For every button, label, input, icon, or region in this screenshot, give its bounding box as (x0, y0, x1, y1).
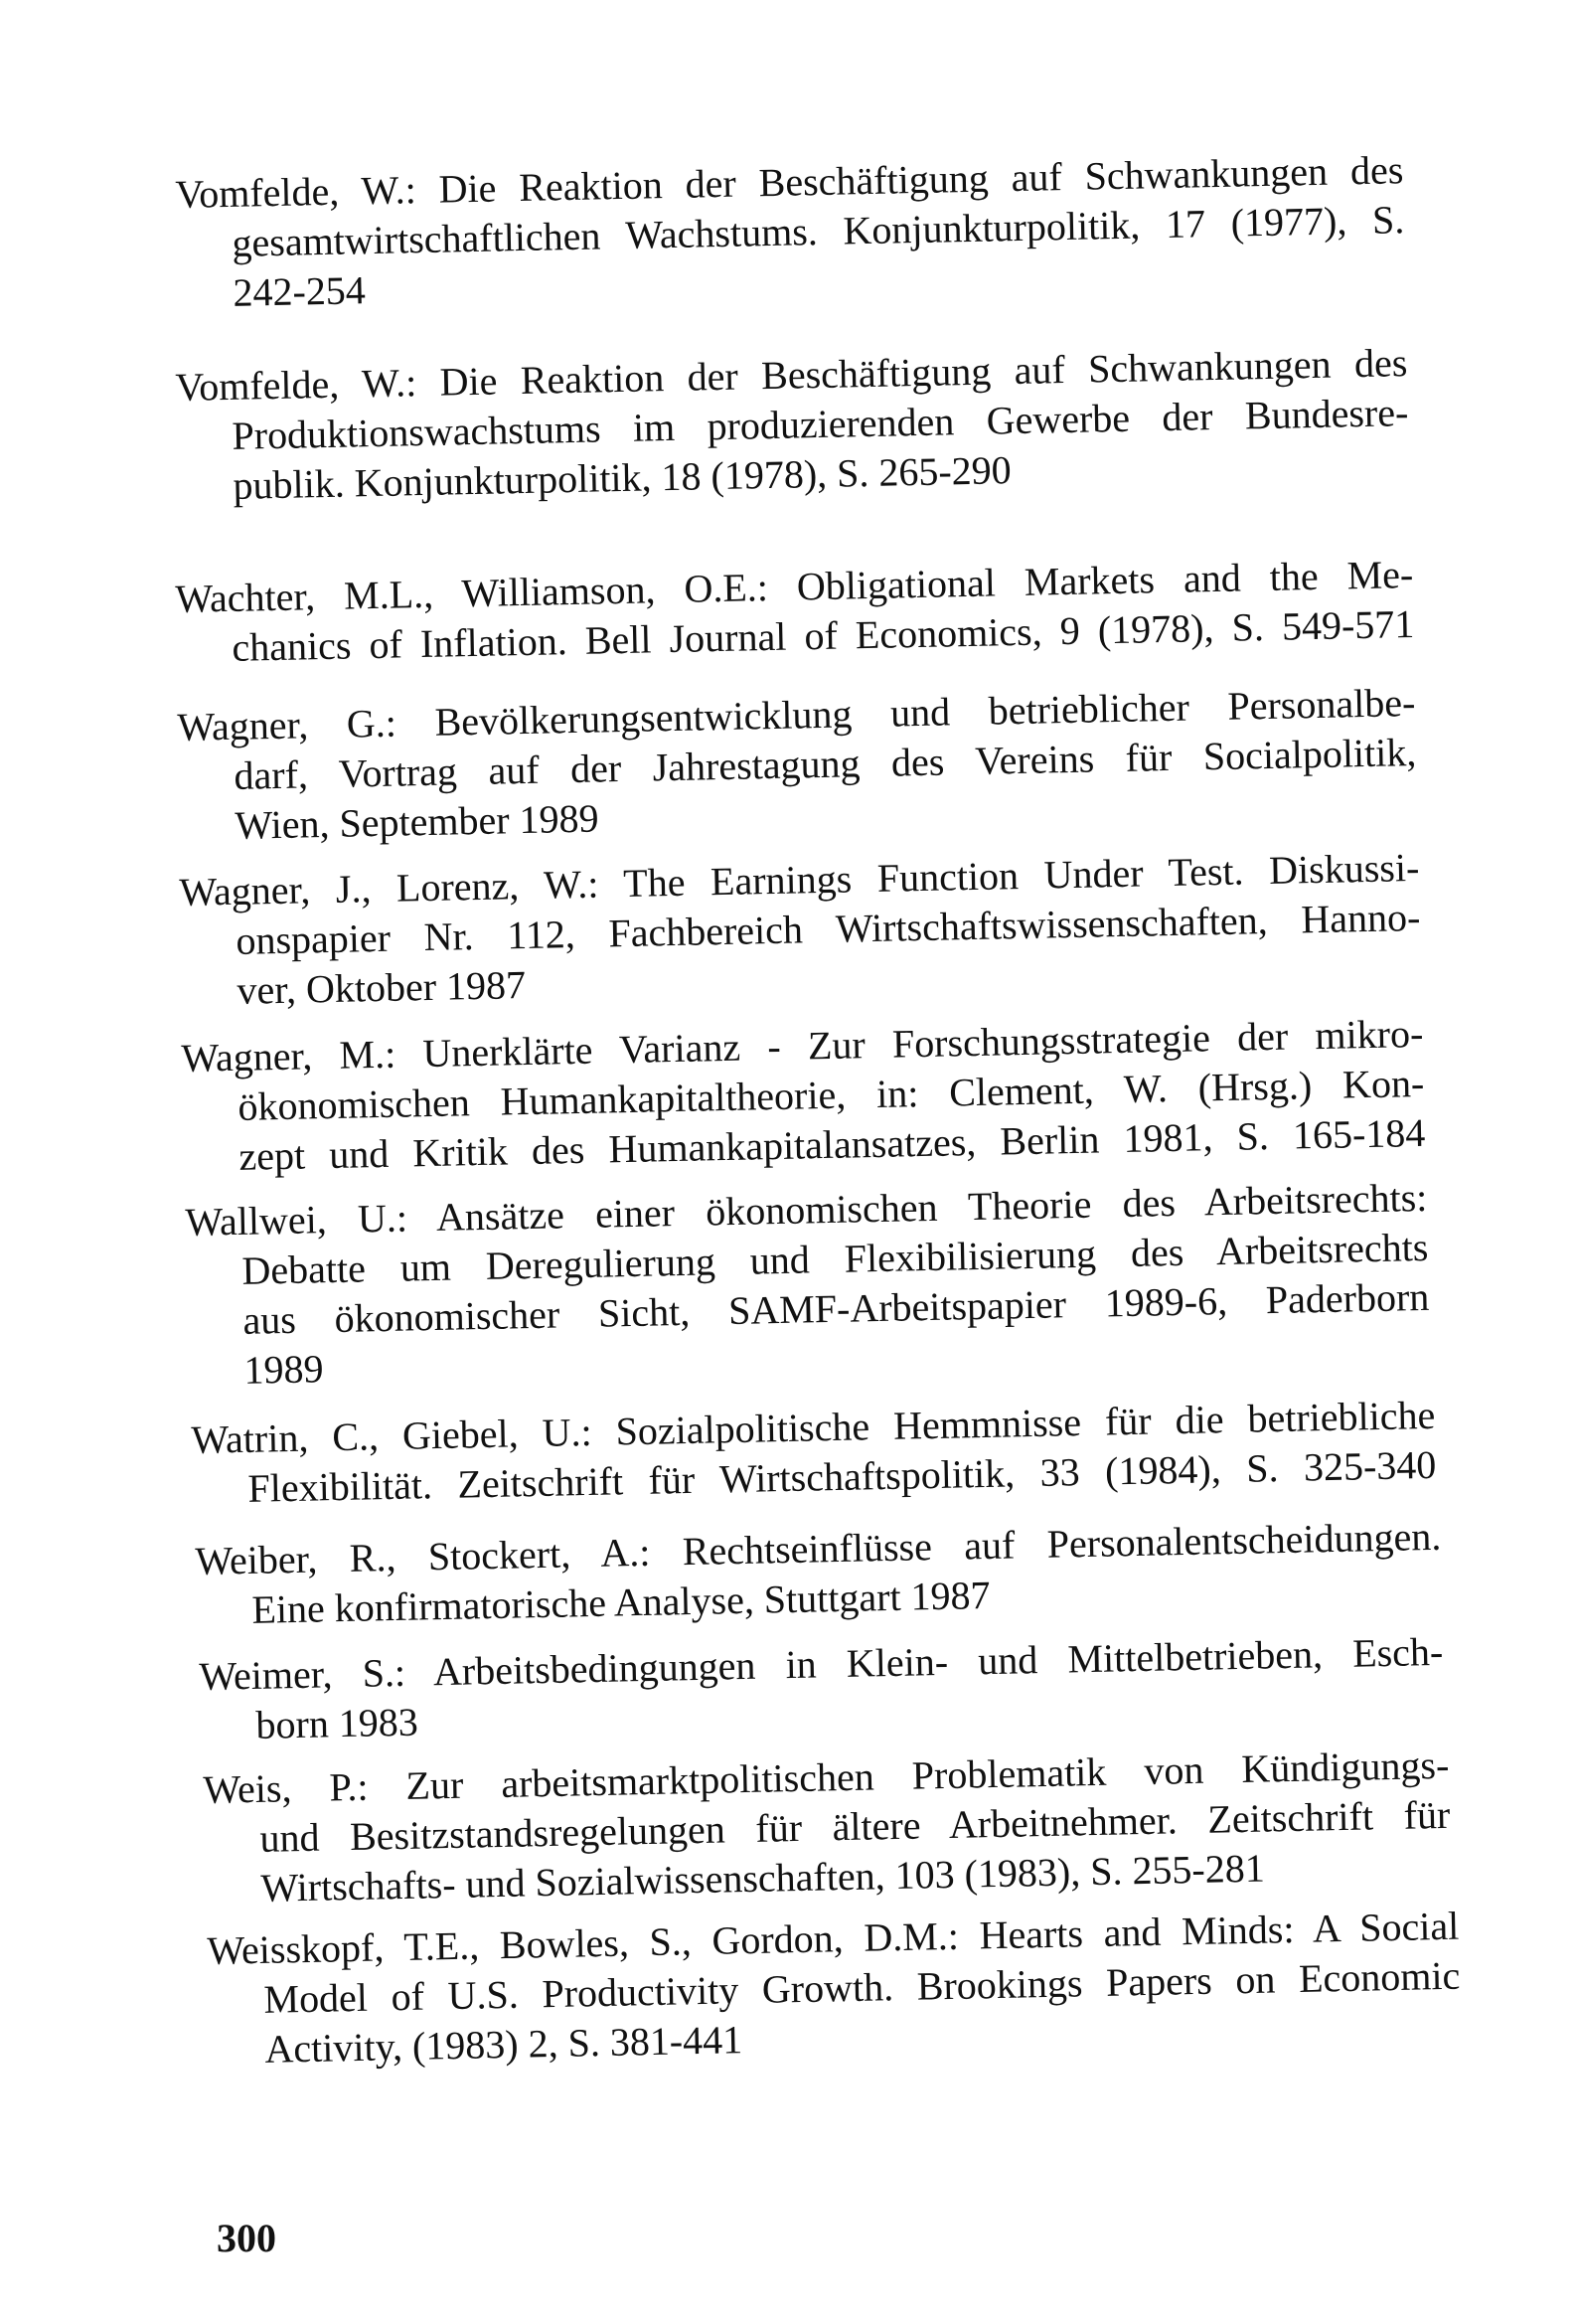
entry-line: Watrin, C., Giebel, U.: Sozialpolitische Hemmnisse für die betriebliche (191, 1392, 1436, 1462)
page-number: 300 (217, 2216, 276, 2260)
entry-line: Eine konfirmatorische Analyse, Stuttgart 1987 (251, 1572, 991, 1632)
entry-line: Vomfelde, W.: Die Reaktion der Beschäftigung auf Schwankungen des (175, 340, 1408, 410)
entry-line: Flexibilität. Zeitschrift für Wirtschaftspolitik, 33 (1984), S. 325-340 (247, 1441, 1437, 1511)
entry-line: Weis, P.: Zur arbeitsmarktpolitischen Problematik von Kündigungs- (203, 1742, 1450, 1812)
entry-line: publik. Konjunkturpolitik, 18 (1978), S. 265-290 (233, 447, 1013, 508)
entry-line: Vomfelde, W.: Die Reaktion der Beschäftigung auf Schwankungen des (175, 147, 1404, 217)
entry-line: gesamtwirtschaftlichen Wachstums. Konjunkturpolitik, 17 (1977), S. (232, 197, 1405, 265)
bibliography-entry (203, 1741, 1452, 1914)
entry-line: Wien, September 1989 (235, 795, 599, 848)
entry-line: born 1983 (255, 1699, 419, 1747)
entry-line: Wachter, M.L., Williamson, O.E.: Obligational Markets and the Me- (175, 551, 1414, 621)
bibliography-entry (185, 1173, 1431, 1397)
bibliography-entry (175, 550, 1415, 674)
entry-line: ökonomischen Humankapitaltheorie, in: Clement, W. (Hrsg.) Kon- (237, 1060, 1425, 1129)
entry-line: zept und Kritik des Humankapitalansatzes, Berlin 1981, S. 165-184 (238, 1109, 1426, 1179)
entry-line: chanics of Inflation. Bell Journal of Economics, 9 (1978), S. 549-571 (232, 600, 1415, 670)
entry-line: Produktionswachstums im produzierenden Gewerbe der Bundesre- (232, 390, 1409, 458)
bibliography-entry (199, 1627, 1445, 1751)
entry-line: Wallwei, U.: Ansätze einer ökonomischen Theorie des Arbeitsrechts: (185, 1174, 1428, 1245)
entry-line: darf, Vortrag auf der Jahrestagung des Vereins für Socialpolitik, (234, 729, 1417, 798)
entry-line: Model of U.S. Productivity Growth. Brookings Papers on Economic (263, 1952, 1461, 2022)
entry-line: Debatte um Deregulierung und Flexibilisierung des Arbeitsrechts (241, 1224, 1429, 1293)
entry-line: Weiber, R., Stockert, A.: Rechtseinflüsse auf Personalentscheidungen. (195, 1513, 1442, 1583)
bibliography-entry (181, 1009, 1426, 1183)
entry-line: Weimer, S.: Arbeitsbedingungen in Klein- und Mittelbetrieben, Esch- (199, 1628, 1444, 1699)
entry-line: Wagner, J., Lorenz, W.: The Earnings Function Under Test. Diskussi- (179, 844, 1420, 914)
bibliography-entry (207, 1902, 1462, 2075)
entry-line: onspapier Nr. 112, Fachbereich Wirtschaftswissenschaften, Hanno- (236, 894, 1421, 963)
entry-line: aus ökonomischer Sicht, SAMF-Arbeitspapier 1989-6, Paderborn (242, 1273, 1430, 1343)
bibliography-entry (179, 843, 1422, 1017)
bibliography-entry (195, 1512, 1443, 1636)
entry-line: Activity, (1983) 2, S. 381-441 (264, 2017, 743, 2072)
bibliography-entry (191, 1391, 1437, 1515)
entry-line: und Besitzstandsregelungen für ältere Arbeitnehmer. Zeitschrift für (259, 1791, 1451, 1861)
bibliography-entry (175, 338, 1410, 512)
entry-line: Weisskopf, T.E., Bowles, S., Gordon, D.M.: Hearts and Minds: A Social (207, 1903, 1460, 1973)
entry-line: 1989 (243, 1346, 324, 1393)
entry-line: 242-254 (233, 267, 367, 315)
entry-line: ver, Oktober 1987 (237, 962, 527, 1013)
entry-line: Wirtschafts- und Sozialwissenschaften, 103 (1983), S. 255-281 (260, 1845, 1266, 1910)
bibliography-entry (177, 678, 1418, 852)
entry-line: Wagner, M.: Unerklärte Varianz - Zur Forschungsstrategie der mikro- (181, 1010, 1424, 1080)
bibliography-entry (175, 145, 1406, 319)
entry-line: Wagner, G.: Bevölkerungsentwicklung und betrieblicher Personalbe- (177, 679, 1416, 749)
